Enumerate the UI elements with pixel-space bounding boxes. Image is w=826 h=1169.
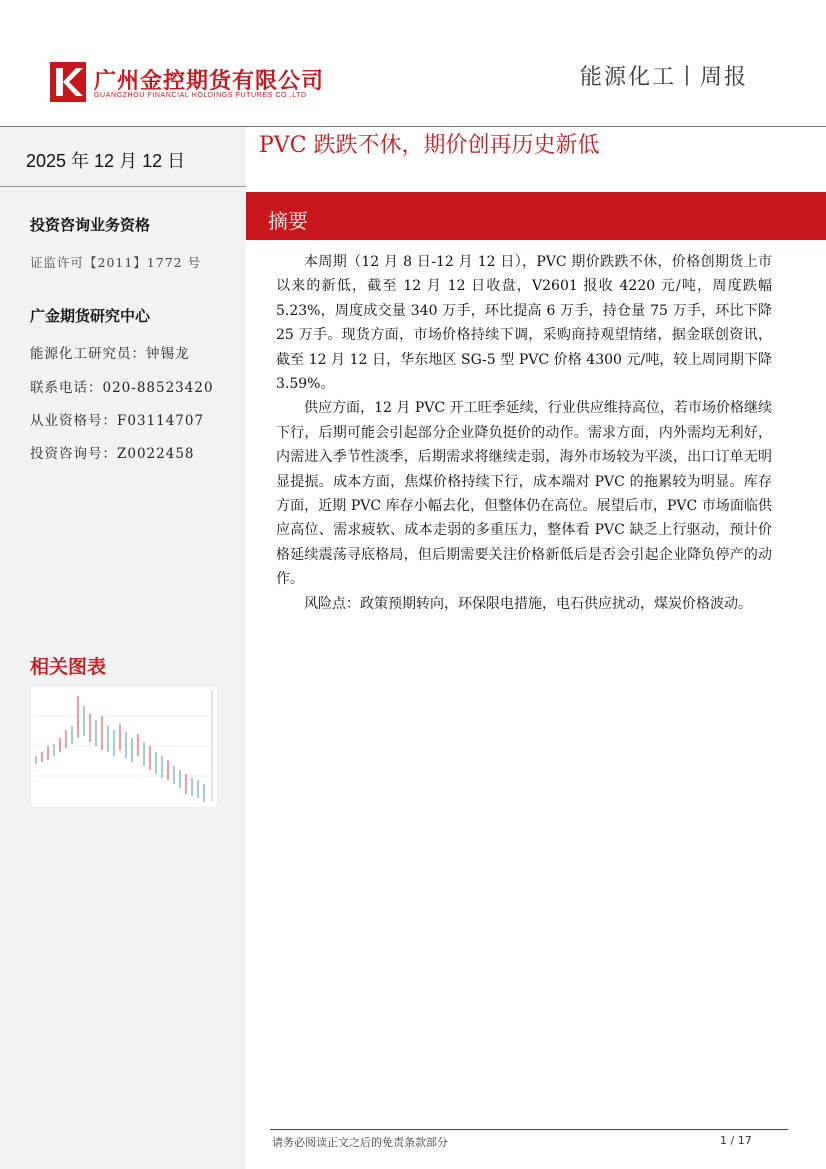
- report-date: 2025 年 12 月 12 日: [26, 151, 186, 171]
- sidebar-divider: [0, 186, 246, 187]
- researcher: 能源化工研究员：钟锡龙: [30, 346, 190, 362]
- qualification-title: 投资咨询业务资格: [30, 216, 151, 234]
- license-number: 证监许可【2011】1772 号: [30, 255, 202, 270]
- related-charts-title: 相关图表: [30, 656, 107, 678]
- page-number: 1 / 17: [720, 1134, 752, 1147]
- qualification-number: 从业资格号：F03114707: [30, 413, 205, 429]
- company-name-cn: 广州金控期货有限公司: [94, 69, 325, 94]
- footer-disclaimer: 请务必阅读正文之后的免责条款部分: [272, 1136, 448, 1149]
- paragraph-market: 本周期（12 月 8 日-12 月 12 日），PVC 期价跌跌不休，价格创期货上市以来的新低，截至 12 月 12 日收盘，V2601 报收 4220 元/吨，周度跌幅 5.23%，周度成交量 340 万手，环比提高 6 万手，持仓量 75 万手，环比下降 25 万手。现货方面，市场价格持续下调，采购商持观望情绪，据金联创资讯，截至 12 月 12 日，华东地区 SG-5 型 PVC 价格 4300 元/吨，较上周同期下降 3.59%。: [276, 254, 772, 393]
- contact-phone: 联系电话：020-88523420: [30, 380, 214, 396]
- k-logo-icon: [50, 62, 86, 102]
- price-chart-thumbnail: [30, 686, 218, 808]
- company-logo: [50, 62, 350, 106]
- report-title: PVC 跌跌不休，期价创再历史新低: [259, 133, 600, 158]
- paragraph-outlook: 供应方面，12 月 PVC 开工旺季延续，行业供应维持高位，若市场价格继续下行，后期可能会引起部分企业降负挺价的动作。需求方面，内外需均无利好，内需进入季节性淡季，后期需求将继续走弱，海外市场较为平淡，出口订单无明显提振。成本方面，焦煤价格持续下行，成本端对 PVC 的拖累较为明显。库存方面，近期 PVC 库存小幅去化，但整体仍在高位。展望后市，PVC 市场面临供应高位、需求疲软、成本走弱的多重压力，整体看 PVC 缺乏上行驱动，预计价格延续震荡寻底格局，但后期需要关注价格新低后是否会引起企业降负停产的动作。: [276, 400, 772, 588]
- abstract-body: [276, 250, 772, 616]
- company-name-en: GUANGZHOU FINANCIAL HOLDINGS FUTURES CO.,LTD: [94, 92, 307, 99]
- page-header: [0, 0, 826, 128]
- paragraph-risk: 风险点：政策预期转向，环保限电措施，电石供应扰动，煤炭价格波动。: [304, 595, 752, 612]
- abstract-label: 摘要: [268, 209, 308, 233]
- sidebar: [0, 127, 246, 1169]
- report-type: 能源化工丨周报: [579, 65, 748, 90]
- research-center: 广金期货研究中心: [30, 307, 151, 325]
- advisory-number: 投资咨询号：Z0022458: [30, 446, 195, 462]
- abstract-banner: [246, 192, 826, 240]
- footer-divider: [270, 1129, 788, 1130]
